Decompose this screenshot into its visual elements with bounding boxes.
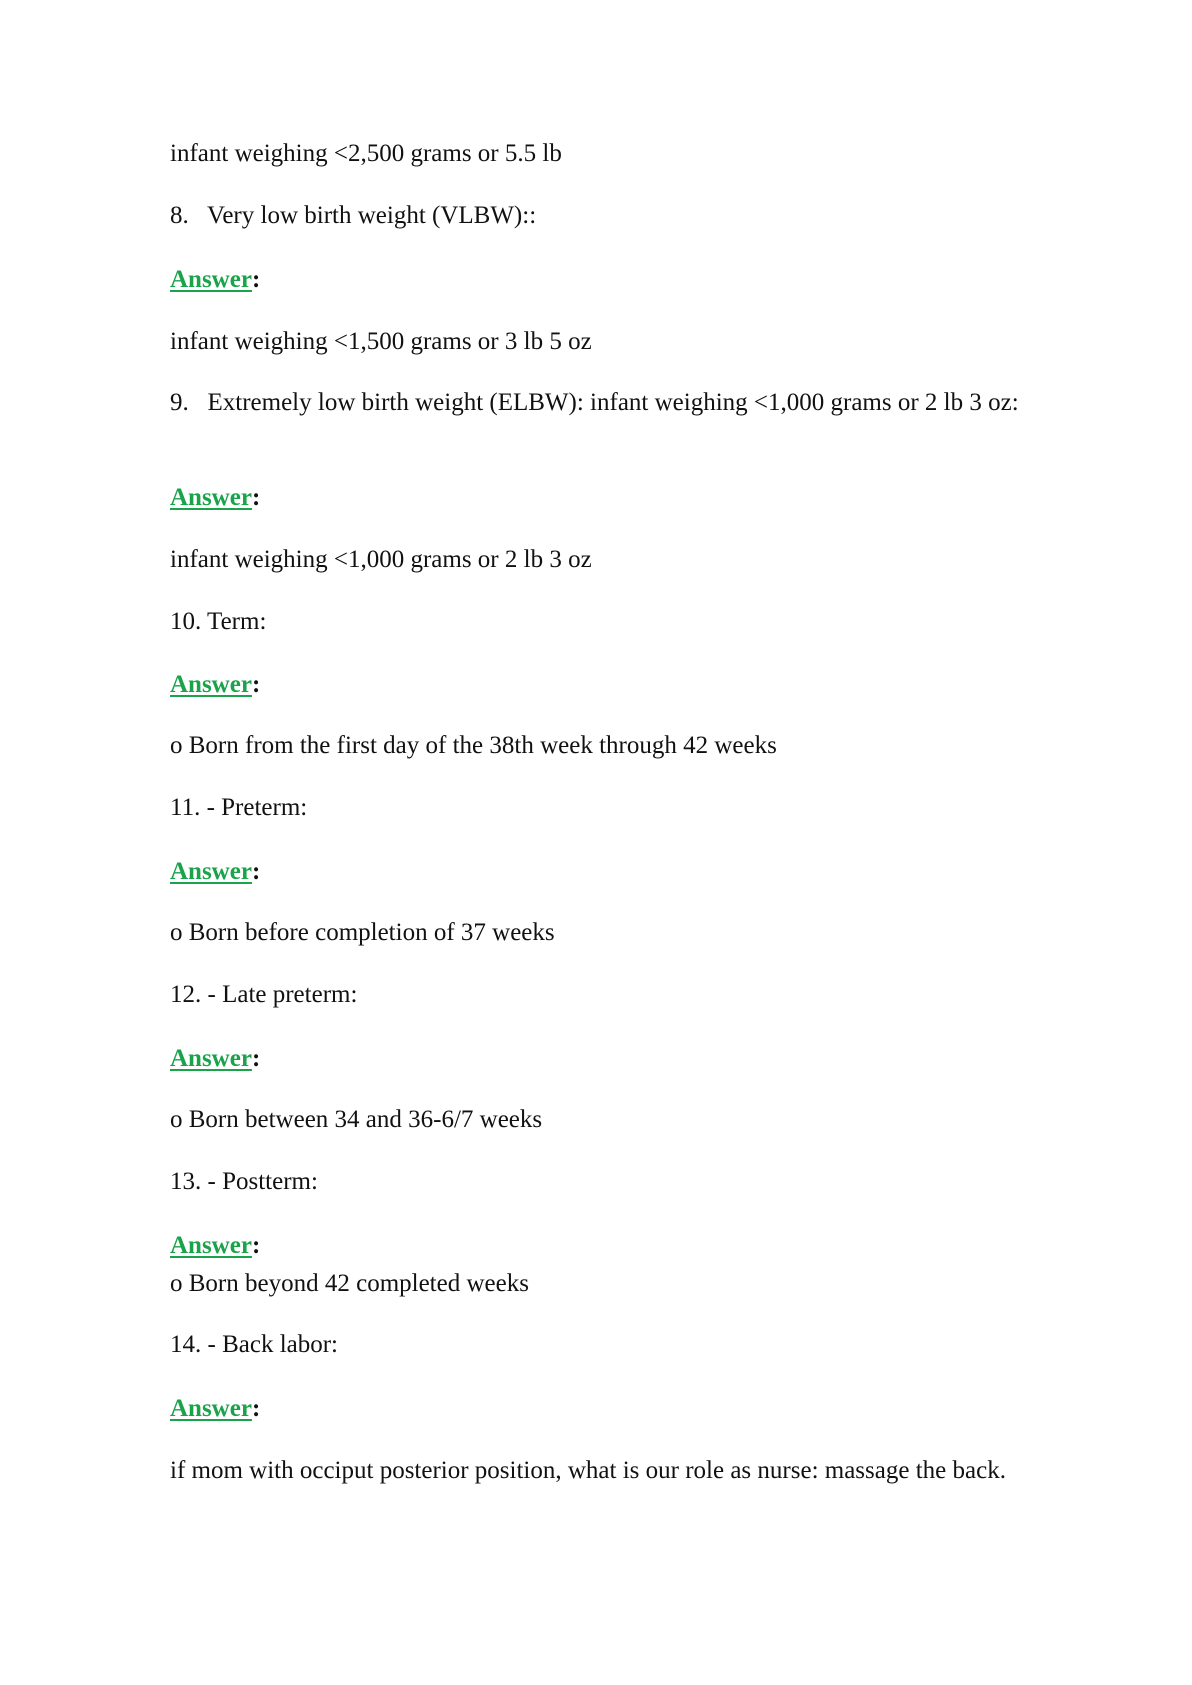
answer-label-colon: : xyxy=(251,1045,261,1072)
question-12: 12. - Late preterm: xyxy=(170,981,358,1008)
question-9: 9. Extremely low birth weight (ELBW): infant weighing <1,000 grams or 2 lb 3 oz: xyxy=(170,389,1019,416)
answer-label-colon: : xyxy=(251,671,261,698)
answer-label-text: Answer xyxy=(170,671,252,698)
answer-text-8: infant weighing <1,500 grams or 3 lb 5 oz xyxy=(170,328,592,355)
question-11: 11. - Preterm: xyxy=(170,794,308,821)
question-14: 14. - Back labor: xyxy=(170,1331,339,1358)
answer-label-8 xyxy=(170,264,1070,296)
answer-text-10: o Born from the first day of the 38th week through 42 weeks xyxy=(170,732,777,759)
answer-label-14 xyxy=(170,1393,1070,1425)
answer-label-colon: : xyxy=(251,1395,261,1422)
answer-label-13 xyxy=(170,1230,1070,1262)
answer-label-colon: : xyxy=(251,484,261,511)
answer-label-text: Answer xyxy=(170,484,252,511)
answer-text-12: o Born between 34 and 36-6/7 weeks xyxy=(170,1106,543,1133)
answer-label-colon: : xyxy=(251,858,261,885)
answer-text-7: infant weighing <2,500 grams or 5.5 lb xyxy=(170,140,562,167)
answer-label-9 xyxy=(170,482,1070,514)
question-13: 13. - Postterm: xyxy=(170,1168,318,1195)
answer-label-colon: : xyxy=(251,266,261,293)
question-8: 8. Very low birth weight (VLBW):: xyxy=(170,202,537,229)
answer-label-text: Answer xyxy=(170,266,252,293)
answer-label-11 xyxy=(170,856,1070,888)
answer-label-colon: : xyxy=(251,1232,261,1259)
answer-text-14: if mom with occiput posterior position, what is our role as nurse: massage the back. xyxy=(170,1457,1006,1484)
answer-label-text: Answer xyxy=(170,1045,252,1072)
answer-label-10 xyxy=(170,669,1070,701)
answer-text-13: o Born beyond 42 completed weeks xyxy=(170,1270,529,1297)
answer-label-text: Answer xyxy=(170,1395,252,1422)
answer-text-11: o Born before completion of 37 weeks xyxy=(170,919,555,946)
answer-label-12 xyxy=(170,1043,1070,1075)
answer-label-text: Answer xyxy=(170,1232,252,1259)
answer-label-text: Answer xyxy=(170,858,252,885)
question-10: 10. Term: xyxy=(170,608,267,635)
answer-text-9: infant weighing <1,000 grams or 2 lb 3 oz xyxy=(170,546,592,573)
